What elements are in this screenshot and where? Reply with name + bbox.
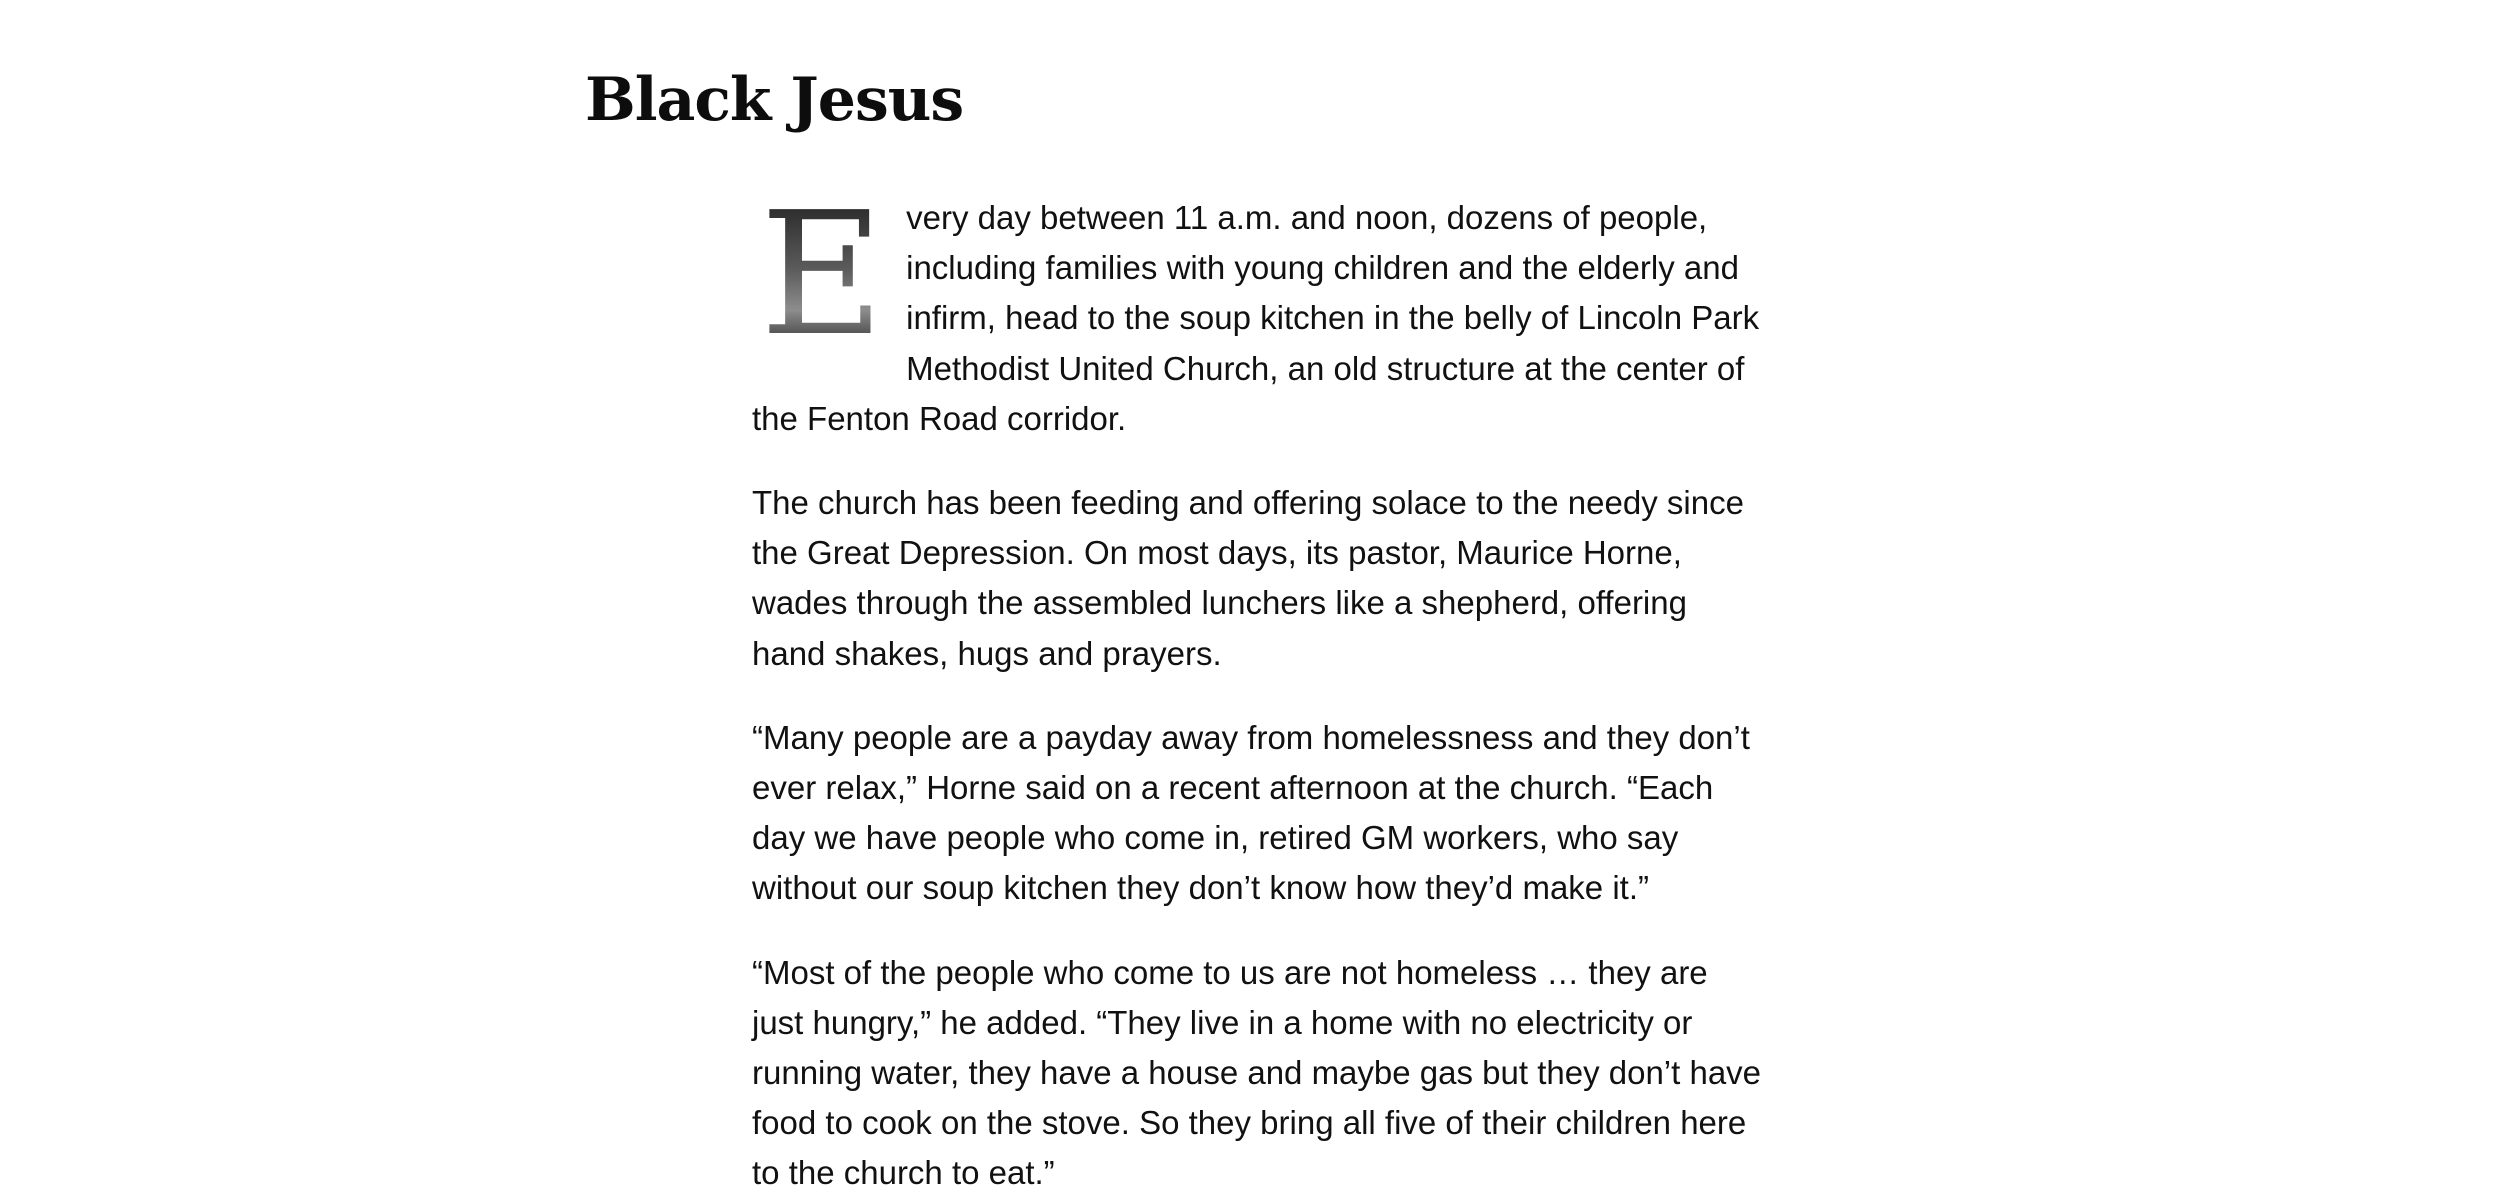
article-title: Black Jesus — [585, 65, 964, 135]
article-body — [752, 176, 1767, 1194]
article-paragraph-1 — [752, 176, 1767, 444]
article-paragraph-3: “Many people are a payday away from homelessness and they don’t ever relax,” Horne said on a recent afternoon at the church. “Each day we have people who come in, retired GM workers, who say without our soup kitchen they don’t know how they’d make it.” — [752, 718, 1750, 907]
article-paragraph-2: The church has been feeding and offering solace to the needy since the Great Depression. On most days, its pastor, Maurice Horne, wades through the assembled lunchers like a shepherd, offering hand shakes, hugs and prayers. — [752, 484, 1744, 672]
article-paragraph-4: “Most of the people who come to us are not homeless … they are just hungry,” he added. “They live in a home with no electricity or running water, they have a house and maybe gas but they don’t have food to cook on the stove. So they bring all five of their children here to the church to eat.” — [752, 953, 1762, 1192]
paragraph-1-text: very day between 11 a.m. and noon, dozens of people, including families with young children and the elderly and infirm, head to the soup kitchen in the belly of Lincoln Park Methodist United Church, an old structure at the center of the Fenton Road corridor. — [752, 199, 1760, 437]
drop-cap: E — [760, 176, 885, 374]
